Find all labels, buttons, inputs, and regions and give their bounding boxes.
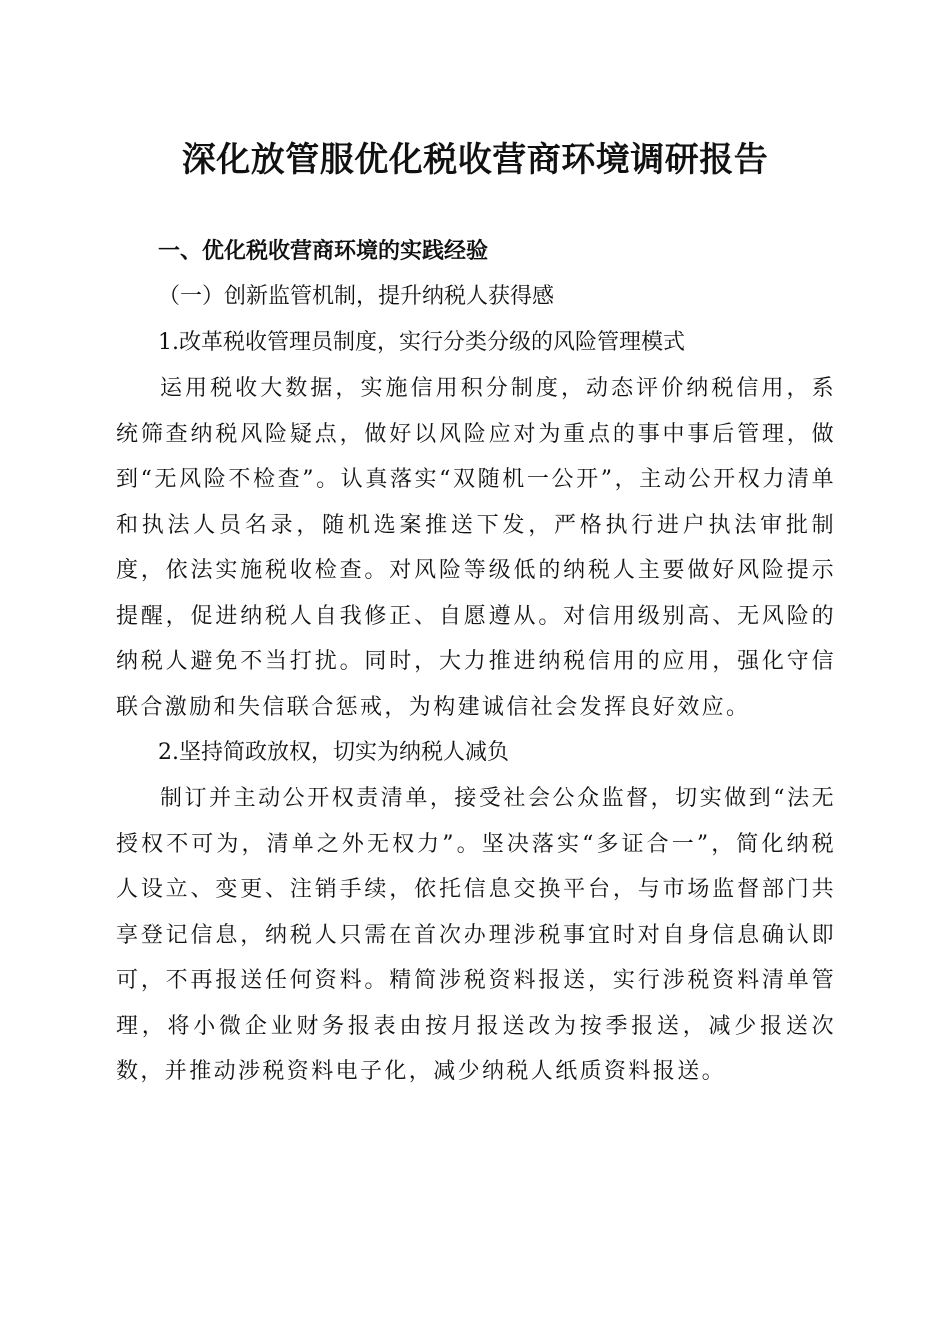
section-heading: 一、优化税收营商环境的实践经验 [158, 239, 489, 264]
paragraph-2: 制订并主动公开权责清单，接受社会公众监督，切实做到“法无授权不可为，清单之外无权力”。坚决落实“多证合一”，简化纳税人设立、变更、注销手续，依托信息交换平台，与市场监督部门共享登记信息，纳税人只需在首次办理涉税事宜时对自身信息确认即可，不再报送任何资料。精简涉税资料报送，实行涉税资料清单管理，将小微企业财务报表由按月报送改为按季报送，减少报送次数，并推动涉税资料电子化，减少纳税人纸质资料报送。 [116, 786, 836, 1084]
subsection-heading: （一）创新监管机制，提升纳税人获得感 [158, 284, 555, 309]
document-body [116, 230, 836, 1095]
item-heading-1: 1.改革税收管理员制度，实行分类分级的风险管理模式 [158, 330, 685, 355]
item-heading-2: 2.坚持简政放权，切实为纳税人减负 [158, 740, 509, 765]
paragraph-1: 运用税收大数据，实施信用积分制度，动态评价纳税信用，系统筛查纳税风险疑点，做好以风险应对为重点的事中事后管理，做到“无风险不检查”。认真落实“双随机一公开”，主动公开权力清单和执法人员名录，随机选案推送下发，严格执行进户执法审批制度，依法实施税收检查。对风险等级低的纳税人主要做好风险提示提醒，促进纳税人自我修正、自愿遵从。对信用级别高、无风险的纳税人避免不当打扰。同时，大力推进纳税信用的应用，强化守信联合激励和失信联合惩戒，为构建诚信社会发挥良好效应。 [116, 376, 836, 720]
document-title: 深化放管服优化税收营商环境调研报告 [181, 140, 769, 180]
